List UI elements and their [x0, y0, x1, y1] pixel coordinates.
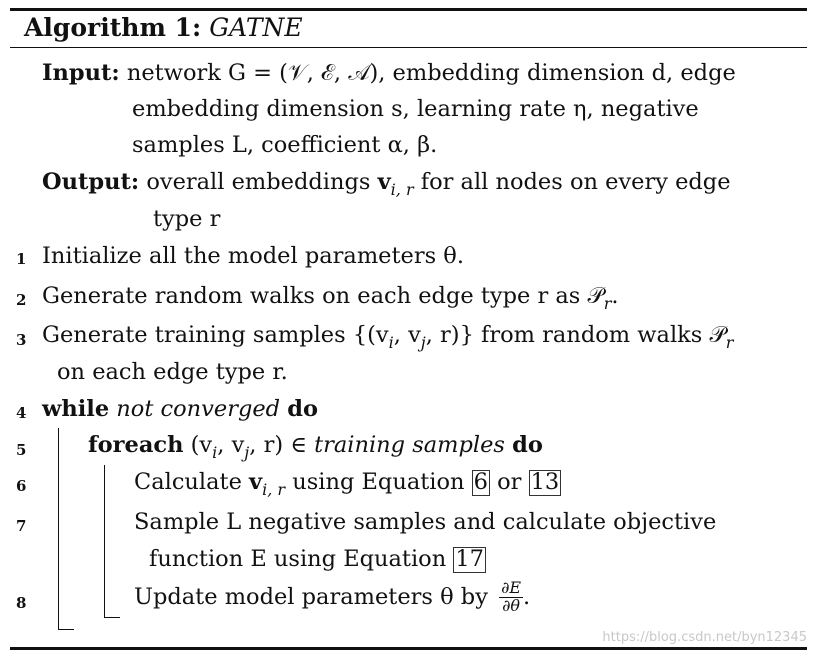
equation-ref-13[interactable]: 13 [530, 469, 560, 495]
equation-ref-17[interactable]: 17 [455, 546, 484, 572]
fraction-numerator: ∂E [501, 578, 522, 597]
gradient-fraction [499, 580, 523, 615]
fraction-denominator: ∂θ [502, 595, 520, 615]
step-3-text: Generate training samples {(v [42, 322, 389, 348]
step-3-tail: , r)} from random walks 𝒫 [425, 322, 726, 348]
step-6-vector: v [249, 469, 263, 495]
step-3-sub-i: i [388, 333, 394, 352]
step-7-line1: Sample L negative samples and calculate objective [134, 509, 717, 535]
line-number-1: 1 [16, 250, 27, 268]
foreach-tuple-open: (v [183, 432, 213, 458]
step-2-period: . [611, 283, 619, 309]
do-keyword: do [287, 396, 318, 422]
algorithm-title [24, 13, 303, 42]
output-subscript: i, r [390, 180, 414, 199]
step-2-subscript: r [603, 294, 612, 313]
while-keyword: while [42, 396, 110, 422]
line-number-2: 2 [16, 291, 27, 309]
step-8-pre: Update model parameters θ by [134, 584, 496, 611]
line-number-6: 6 [16, 477, 27, 495]
step-5-line [88, 434, 543, 461]
foreach-sub-j: j [244, 443, 250, 462]
step-3-line1 [42, 324, 733, 351]
equation-ref-6[interactable]: 6 [473, 469, 488, 495]
step-6-line [134, 470, 561, 498]
input-label: Input: [42, 60, 120, 86]
foreach-set: training samples [306, 432, 513, 458]
output-label: Output: [42, 169, 140, 195]
title-rule [10, 47, 807, 48]
step-7-line2 [149, 547, 486, 573]
while-block-end [58, 629, 74, 630]
bottom-rule [10, 647, 807, 650]
foreach-tuple-mid: , v [217, 432, 245, 458]
step-8-line [134, 580, 530, 615]
step-6-pre: Calculate [134, 469, 250, 495]
output-line2: type r [153, 206, 221, 232]
line-number-3: 3 [16, 331, 27, 349]
foreach-do-keyword: do [512, 432, 543, 458]
line-number-4: 4 [16, 404, 27, 422]
step-3-mid: , v [393, 322, 421, 348]
output-vector: v [377, 169, 391, 195]
step-2-text: Generate random walks on each edge type r as 𝒫 [42, 283, 604, 309]
input-block-line1 [42, 62, 736, 85]
top-rule [10, 8, 807, 11]
watermark: https://blog.csdn.net/byn12345 [602, 630, 807, 645]
foreach-tuple-close: , r) ∈ [249, 432, 307, 458]
input-line2: embedding dimension s, learning rate η, negative [132, 96, 699, 122]
algorithm-name: GATNE [209, 13, 303, 42]
input-line3: samples L, coefficient α, β. [132, 132, 438, 158]
line-number-8: 8 [16, 594, 27, 612]
foreach-block-line [104, 465, 105, 618]
output-text-post: for all nodes on every edge [413, 169, 731, 195]
step-1-text: Initialize all the model parameters θ. [42, 243, 464, 269]
step-2-line [42, 285, 619, 312]
foreach-block-end [104, 617, 120, 618]
step-4-line [42, 398, 318, 421]
output-block-line1 [42, 171, 731, 198]
foreach-keyword: foreach [88, 432, 184, 458]
while-condition: not converged [109, 396, 288, 422]
step-7-pre: function E using Equation [149, 546, 454, 572]
step-6-or: or [489, 469, 529, 495]
foreach-sub-i: i [212, 443, 218, 462]
line-number-5: 5 [16, 441, 27, 459]
step-3-line2: on each edge type r. [57, 359, 288, 385]
input-line1: network G = (𝒱, ℰ, 𝒜), embedding dimension d, edge [126, 60, 736, 86]
line-number-7: 7 [16, 517, 27, 535]
step-6-subscript: i, r [262, 480, 286, 499]
while-block-line [58, 428, 59, 630]
step-8-period: . [523, 584, 531, 611]
output-text-pre: overall embeddings [146, 169, 378, 195]
step-3-sub-r: r [725, 333, 734, 352]
algorithm-label: Algorithm 1: [24, 13, 202, 42]
step-3-sub-j: j [420, 333, 426, 352]
step-6-post: using Equation [285, 469, 472, 495]
